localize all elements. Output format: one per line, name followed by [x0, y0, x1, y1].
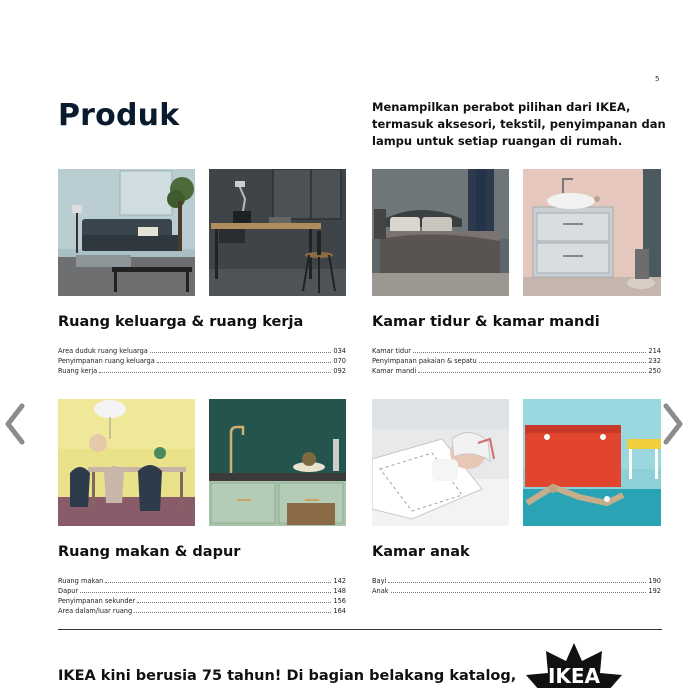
living-room-photo — [58, 169, 195, 296]
toc-entry-page: 156 — [333, 597, 346, 605]
toc-entry[interactable] — [58, 356, 346, 366]
toc-dot-leader — [418, 372, 646, 373]
previous-page-button[interactable] — [2, 402, 28, 446]
toc-entry[interactable] — [372, 586, 661, 596]
toc-entry-label: Ruang kerja — [58, 367, 98, 375]
toc-entry[interactable] — [372, 356, 661, 366]
toc-entry-label: Dapur — [58, 587, 79, 595]
toc-living-work — [58, 346, 346, 376]
toc-entry-page: 232 — [648, 357, 661, 365]
toc-dining-kitchen — [58, 576, 346, 616]
toc-entry-page: 250 — [648, 367, 661, 375]
toc-dot-leader — [157, 362, 332, 363]
toc-entry-page: 142 — [333, 577, 346, 585]
section-title-kids-room: Kamar anak — [372, 544, 470, 560]
toc-entry-label: Penyimpanan ruang keluarga — [58, 357, 155, 365]
toc-entry-label: Anak — [372, 587, 389, 595]
toc-entry-page: 148 — [333, 587, 346, 595]
page-number: 5 — [655, 75, 660, 83]
toc-entry-label: Kamar tidur — [372, 347, 412, 355]
toc-entry-page: 164 — [333, 607, 346, 615]
toc-bedroom-bathroom — [372, 346, 661, 376]
toc-entry[interactable] — [58, 346, 346, 356]
chevron-left-icon — [2, 402, 28, 446]
badge-label: IKEA — [547, 664, 601, 688]
section-title-dining-kitchen: Ruang makan & dapur — [58, 544, 241, 560]
next-page-button[interactable] — [660, 402, 686, 446]
toc-entry-label: Bayi — [372, 577, 387, 585]
toc-entry[interactable] — [58, 586, 346, 596]
toc-entry[interactable] — [58, 576, 346, 586]
toc-entry-page: 070 — [333, 357, 346, 365]
toc-dot-leader — [391, 592, 647, 593]
toc-entry-label: Ruang makan — [58, 577, 104, 585]
toc-entry[interactable] — [58, 366, 346, 376]
dining-room-photo — [58, 399, 195, 526]
toc-entry[interactable] — [58, 606, 346, 616]
toc-entry-page: 034 — [333, 347, 346, 355]
intro-text: Menampilkan perabot pilihan dari IKEA, termasuk aksesori, tekstil, penyimpanan dan lampu untuk setiap ruangan di rumah. — [372, 100, 666, 148]
footer-divider — [58, 629, 662, 630]
workspace-photo — [209, 169, 346, 296]
toc-entry-label: Area dalam/luar ruang — [58, 607, 133, 615]
bedroom-photo — [372, 169, 509, 296]
bathroom-photo — [523, 169, 661, 296]
toc-dot-leader — [413, 352, 646, 353]
toc-dot-leader — [479, 362, 647, 363]
toc-dot-leader — [80, 592, 331, 593]
section-title-bedroom-bathroom: Kamar tidur & kamar mandi — [372, 314, 600, 330]
toc-entry[interactable] — [58, 596, 346, 606]
toc-entry-page: 214 — [648, 347, 661, 355]
toc-entry-label: Penyimpanan pakaian & sepatu — [372, 357, 477, 365]
page-title: Produk — [58, 98, 180, 133]
kids-room-photo — [523, 399, 661, 526]
toc-dot-leader — [137, 602, 331, 603]
toc-entry-label: Penyimpanan sekunder — [58, 597, 136, 605]
toc-entry[interactable] — [372, 346, 661, 356]
toc-entry-label: Kamar mandi — [372, 367, 417, 375]
footer-text: IKEA kini berusia 75 tahun! Di bagian belakang katalog, — [58, 668, 517, 684]
chevron-right-icon — [660, 402, 686, 446]
kitchen-photo — [209, 399, 346, 526]
toc-dot-leader — [388, 582, 646, 583]
ikea-75-badge — [524, 643, 624, 688]
baby-room-photo — [372, 399, 509, 526]
toc-entry-page: 092 — [333, 367, 346, 375]
toc-kids-room — [372, 576, 661, 596]
toc-entry[interactable] — [372, 576, 661, 586]
toc-entry-page: 192 — [648, 587, 661, 595]
toc-dot-leader — [99, 372, 331, 373]
toc-dot-leader — [150, 352, 332, 353]
toc-entry-page: 190 — [648, 577, 661, 585]
toc-entry[interactable] — [372, 366, 661, 376]
toc-dot-leader — [105, 582, 331, 583]
toc-dot-leader — [134, 612, 331, 613]
section-title-living-work: Ruang keluarga & ruang kerja — [58, 314, 304, 330]
toc-entry-label: Area duduk ruang keluarga — [58, 347, 148, 355]
